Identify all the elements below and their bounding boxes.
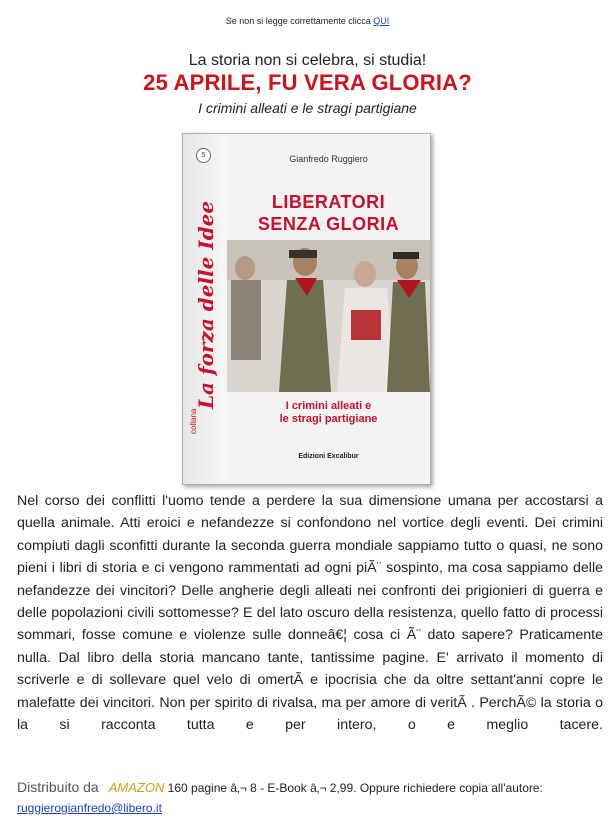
author-email-link[interactable]: ruggierogianfredo@libero.it [17,801,162,815]
subheadline: I crimini alleati e le stragi partigiane [198,100,417,116]
cover-subtitle-line-2: le stragi partigiane [279,413,378,425]
cover-publisher: Edizioni Excalibur [298,453,359,460]
book-cover-image [182,133,431,485]
price-details: 160 pagine â‚¬ 8 - E-Book â‚¬ 2,99. Oppure richiedere copia all'autore: [164,781,543,795]
collana-label: collana [189,408,198,434]
article-body: Nel corso dei conflitti l'uomo tende a perdere la sua dimensione umana per accostarsi a quella animale. Atti eroici e nefandezze si confondono nel vortice degli eventi. Dei crimini compiuti dagli sconfitti durante la seconda guerra mondiale sappiamo tutto o quasi, ne sono pieni i libri di storia e ci vengono rammentati ad ogni piÃ¨ sospinto, ma cosa sappiamo delle nefandezze dei vincitori? Delle angherie degli alleati nei confronti dei prigionieri di guerra e delle popolazioni civili sottomesse? E del lato oscuro della resistenza, quello fatto di processi sommari, fosse comune e violenze sulle donneâ€¦ cosa ci Ã¨ dato sapere? Praticamente nulla. Dal libro della storia mancano tante, tantissime pagine. E' arrivato il momento di scriverle e di sollevare quel velo di omertÃ e ipocrisia che da oltre settant'anni copre le malefatte dei vincitori. Non per spirito di rivalsa, ma per amore di veritÃ . PerchÃ© la storia o la si racconta tutta e per intero, o e meglio tacere. [17,493,603,734]
headline: 25 APRILE, FU VERA GLORIA? [143,70,472,95]
cover-author: Gianfredo Ruggiero [289,154,368,164]
amazon-label: AMAZON [108,780,165,795]
cover-photo [227,240,430,392]
distribution-footer [17,777,607,818]
series-title: La forza delle Idee [194,200,218,409]
kicker-line: La storia non si celebra, si studia! [188,52,427,69]
cover-title-line-2: SENZA GLORIA [257,214,400,234]
click-here-link[interactable]: QUI [373,16,390,26]
cover-title-line-1: LIBERATORI [271,192,386,212]
distributed-by-label: Distribuito da [17,779,99,795]
top-notice-text: Se non si legge correttamente clicca [225,16,371,26]
series-number-badge: 5 [196,148,211,163]
cover-subtitle-line-1: I crimini alleati e [285,400,372,412]
top-notice [0,16,615,26]
